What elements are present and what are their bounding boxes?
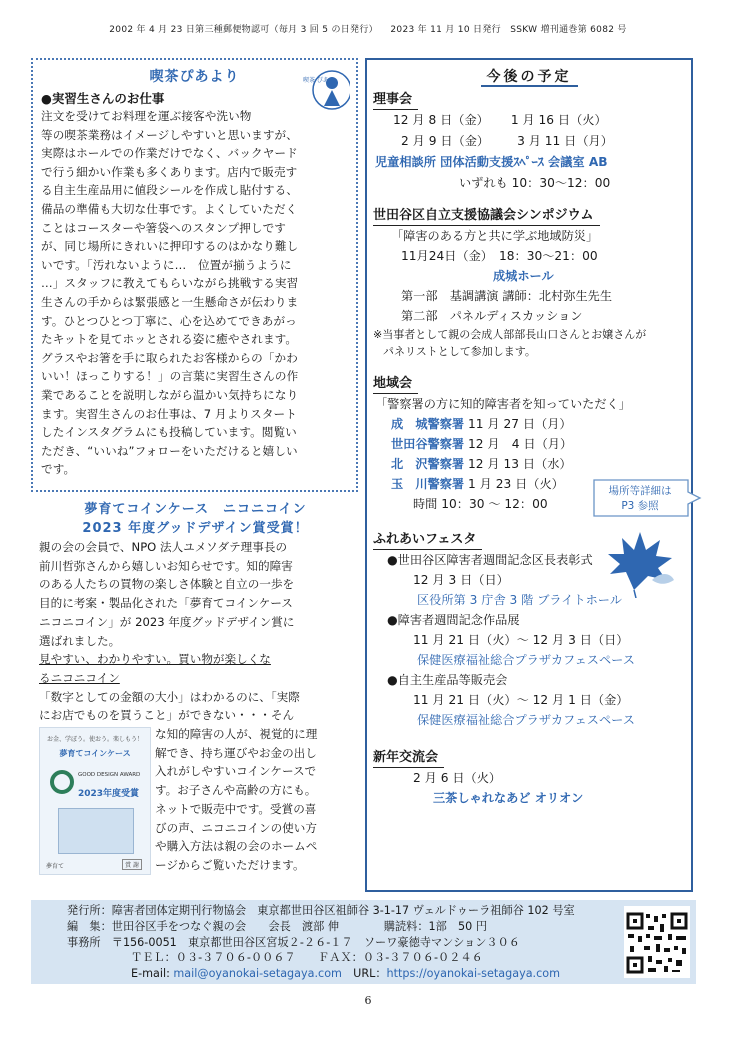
kissa-pia-section [31, 58, 358, 492]
newyear-date: 2 月 6 日（火） [413, 771, 502, 785]
board-place: 児童相談所 団体活動支援ｽﾍﾟｰｽ 会議室 AB [375, 155, 608, 169]
schedule-title-text: 今後の予定 [481, 69, 578, 87]
footer-editor: 編 集：世田谷区手をつなぐ親の会 会長 渡部 伸 購読料：1部 50 円 [67, 919, 488, 933]
award-section [31, 496, 358, 891]
fureai-event-place: 保健医療福祉総合プラザカフェスペース [417, 713, 635, 727]
good-design-mark-icon [50, 770, 74, 794]
kissa-line: る自主生産品用に値段シールを作成し貼付する、 [41, 183, 299, 198]
award-flow [39, 725, 352, 875]
kissa-line: ことはコースターや箸袋へのスタンプ押しです [41, 220, 286, 235]
publisher-footer [31, 900, 696, 984]
kissa-line: いです。「汚れないように… 位置が揃うように [41, 257, 292, 272]
kissa-line: グラスやお箸を手に取られたお客様からの「かわ [41, 350, 298, 365]
image-product-name: 夢育てコインケース [59, 749, 131, 759]
award-line: 目的に考案・製品化された「夢育てコインケース [39, 596, 293, 611]
visit-date: 12 月 13 日（水） [468, 457, 572, 471]
kissa-line: ただき、“いいね”フォローをいただけると嬉しい [41, 443, 298, 458]
kissa-line: です。 [41, 462, 76, 477]
page-number: 6 [364, 994, 372, 1007]
award-line: 親の会の会員で、NPO 法人ユメソダテ理事長の [39, 540, 288, 554]
fureai-event-title: ●自主生産品等販売会 [387, 673, 508, 687]
issue-header: 2002 年 4 月 23 日第三種郵便物認可（毎月 3 回 5 の日発行） 2023 年 11 月 10 日発行 SSKW 増刊通巻第 6082 号 [109, 25, 627, 35]
location-callout [592, 478, 702, 518]
award-body [39, 538, 352, 725]
image-maker: 夢育て [46, 863, 65, 871]
award-line: にお店でものを買うこと」ができない・・・そん [39, 708, 295, 723]
award-flow-line: す。お子さんや高齢の方にも。 [155, 783, 317, 798]
community-row [373, 414, 685, 434]
footer-phone: ＴＥＬ：０３-３７０６-００６７ ＦＡＸ：０３-３７０６-０２４６ [131, 951, 483, 965]
award-title-2: 2023 年度グッドデザイン賞受賞！ [82, 521, 309, 536]
kissa-line: 生さんの手からは緊張感と一生懸命さが伝わりま [41, 294, 299, 309]
community-row [373, 454, 685, 474]
fureai-event-date: 11 月 21 日（火）～ 12 月 1 日（金） [413, 693, 629, 707]
award-title-1: 夢育てコインケース ニコニコイン [84, 502, 307, 517]
police-station: 北 沢警察署 [391, 457, 465, 471]
cafe-mascot-icon [302, 68, 350, 112]
award-underline: るニコニコイン [39, 670, 120, 685]
board-row-1 [373, 110, 685, 131]
email-label: E-mail: [131, 967, 174, 981]
callout-line-1: 場所等詳細は [608, 485, 672, 497]
community-heading: 地域会 [373, 375, 418, 394]
coin-case-image [39, 727, 151, 875]
award-line: 「数字としての金額の大小」はわかるのに、「実際 [39, 689, 300, 704]
board-row-2 [373, 131, 685, 152]
coin-case-box-icon [58, 808, 134, 854]
kissa-line: 注文を受けてお料理を運ぶ接客や洗い物 [41, 109, 252, 123]
kissa-line: 備品の準備も大切な仕事です。よくしていただく [41, 201, 298, 216]
kissa-line: で行う細かい作業も多くあります。店内で販売す [41, 164, 298, 179]
award-line: のある人たちの買物の楽しさ体験と自立の一歩を [39, 577, 295, 592]
board-time: いずれも 10：30～12：00 [459, 176, 611, 190]
award-flow-text [155, 725, 317, 875]
police-station: 玉 川警察署 [391, 477, 465, 491]
kissa-line: 業であることを説明しながら温かい気持ちになり [41, 387, 299, 402]
award-line: 前川哲弥さんから嬉しいお知らせです。知的障害 [39, 558, 293, 573]
award-flow-line: や購入方法は親の会のホームペ [155, 839, 318, 854]
footer-contact [67, 966, 696, 982]
image-award-label: GOOD DESIGN AWARD [78, 772, 141, 779]
symposium-part-1: 第一部 基調講演 講師：北村弥生先生 [401, 289, 613, 303]
fureai-event-place: 保健医療福祉総合プラザカフェスペース [417, 653, 635, 667]
callout-line-2: P3 参照 [621, 500, 659, 512]
kissa-body [41, 107, 348, 479]
award-underline: 見やすい、わかりやすい。買い物が楽しくな [39, 652, 271, 667]
award-flow-line: ージからご覧いただけます。 [155, 857, 305, 872]
fureai-event-title: ●世田谷区障害者週間記念区長表彰式 [387, 553, 593, 567]
logo-text: 喫茶 ぴあ [303, 77, 329, 84]
symposium-theme: 「障害のある方と共に学ぶ地域防災」 [391, 229, 599, 243]
award-flow-line: な知的障害の人が、視覚的に理 [155, 727, 318, 742]
police-station: 成 城警察署 [391, 417, 465, 431]
fureai-event-title: ●障害者週間記念作品展 [387, 613, 520, 627]
award-flow-line: ネットで販売中です。受賞の喜 [155, 801, 317, 816]
symposium-place: 成城ホール [493, 269, 554, 283]
fureai-event-place: 区役所第 3 庁舎 3 階 ブライトホール [417, 593, 622, 607]
symposium-note: ※当事者として親の会成人部部長山口さんとお嬢さんが [373, 328, 647, 341]
kissa-line: 等の喫茶業務はイメージしやすいと思いますが、 [41, 127, 298, 142]
fureai-event-date: 11 月 21 日（火）～ 12 月 3 日（日） [413, 633, 629, 647]
board-date: 12 月 8 日（金） [393, 113, 489, 127]
url-label: URL： [341, 967, 387, 981]
fureai-event-date: 12 月 3 日（日） [413, 573, 509, 587]
newyear-place: 三茶しゃれなあど オリオン [433, 791, 584, 805]
image-seal: 賞 謝 [122, 859, 142, 870]
schedule-section [365, 58, 693, 892]
award-line: ニコニコイン」が 2023 年度グッドデザイン賞に [39, 614, 295, 629]
fureai-heading: ふれあいフェスタ [373, 531, 482, 550]
kissa-line: たキットを見てホッとされる姿に癒やされます。 [41, 332, 298, 347]
kissa-line: したインスタグラムにも投稿しています。閲覧い [41, 425, 297, 440]
leaf-icon [604, 528, 678, 598]
visit-date: 11 月 27 日（月） [468, 417, 572, 431]
email-link[interactable]: mail@oyanokai-setagaya.com [173, 967, 342, 981]
community-theme: 「警察署の方に知的障害者を知っていただく」 [375, 397, 631, 411]
kissa-line: ます。実習生さんのお仕事は、7 月よりスタート [41, 406, 297, 421]
footer-office: 事務所 〒156-0051 東京都世田谷区宮坂２-２６-１７ ソーワ豪徳寺マンション３０６ [67, 935, 520, 949]
community-row [373, 434, 685, 454]
kissa-line: が、同じ場所にきれいに押印するのはかなり難し [41, 239, 299, 254]
award-flow-line: びの声、ニコニコインの使い方 [155, 820, 317, 835]
image-award-year: 2023年度受賞 [78, 789, 140, 800]
symposium-part-2: 第二部 パネルディスカッション [401, 309, 583, 323]
board-heading: 理事会 [373, 91, 418, 110]
award-flow-line: 解でき、持ち運びやお金の出し [155, 745, 317, 760]
kissa-title: 喫茶ぴあより [149, 69, 240, 85]
newyear-heading: 新年交流会 [373, 749, 444, 768]
website-link[interactable]: https://oyanokai-setagaya.com [386, 967, 561, 981]
community-time: 時間 10：30 ～ 12：00 [413, 497, 548, 511]
kissa-line: …」スタッフに教えてもらいながら挑戦する実習 [41, 276, 299, 291]
award-flow-line: 入れがしやすいコインケースで [155, 764, 317, 779]
kissa-subheading: ●実習生さんのお仕事 [41, 91, 165, 106]
visit-date: 12 月 4 日（月） [468, 437, 573, 451]
image-tagline: お金、学ぼう。使おう。楽しもう！ [46, 736, 143, 744]
police-station: 世田谷警察署 [391, 437, 465, 451]
board-date: 1 月 16 日（火） [510, 113, 607, 127]
kissa-line: 実際はホールでの作業だけでなく、バックヤード [41, 146, 298, 161]
qr-code-icon[interactable] [624, 906, 690, 978]
award-line: 選ばれました。 [39, 633, 121, 648]
kissa-line: いい！ほっこりする！」の言葉に実習生さんの作 [41, 369, 299, 384]
symposium-heading: 世田谷区自立支援協議会シンポジウム [373, 207, 600, 226]
board-date: 3 月 11 日（月） [517, 134, 613, 148]
symposium-date: 11月24日（金） 18：30～21：00 [401, 249, 598, 263]
symposium-note: パネリストとして参加します。 [383, 345, 536, 358]
footer-publisher: 発行所：障害者団体定期刊行物協会 東京都世田谷区祖師谷 3-1-17 ヴェルドゥーラ祖師谷 102 号室 [67, 904, 575, 917]
kissa-line: す。ひとつひとつ丁寧に、心を込めてできあがっ [41, 313, 297, 328]
board-date: 2 月 9 日（金） [401, 134, 490, 148]
visit-date: 1 月 23 日（火） [468, 477, 564, 491]
schedule-title [373, 66, 685, 88]
